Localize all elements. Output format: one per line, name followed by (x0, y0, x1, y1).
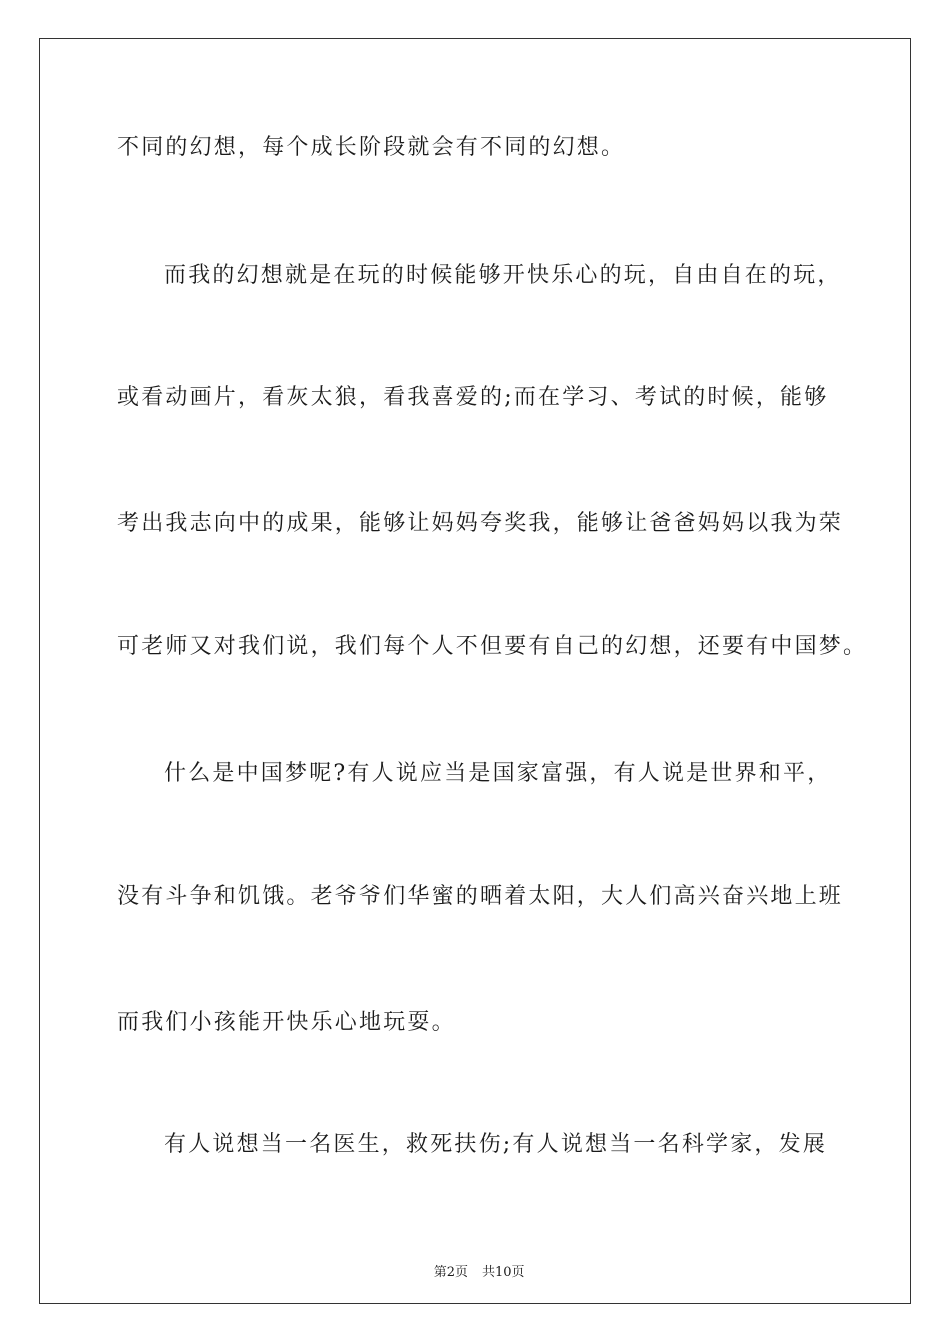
text-line-1: 不同的幻想，每个成长阶段就会有不同的幻想。 (117, 135, 626, 160)
text-line-9: 有人说想当一名医生，救死扶伤;有人说想当一名科学家，发展 (164, 1132, 828, 1157)
page-frame (39, 38, 911, 1304)
text-line-7: 没有斗争和饥饿。老爷爷们华蜜的晒着太阳，大人们高兴奋兴地上班 (117, 884, 844, 909)
text-line-2: 而我的幻想就是在玩的时候能够开快乐心的玩，自由自在的玩， (164, 263, 842, 288)
page-number: 第2页 (433, 1265, 468, 1280)
text-line-6: 什么是中国梦呢?有人说应当是国家富强，有人说是世界和平， (164, 761, 832, 786)
text-line-5: 可老师又对我们说，我们每个人不但要有自己的幻想，还要有中国梦。 (117, 634, 868, 659)
text-line-3: 或看动画片，看灰太狼，看我喜爱的;而在学习、考试的时候，能够 (117, 385, 829, 410)
text-line-4: 考出我志向中的成果，能够让妈妈夸奖我，能够让爸爸妈妈以我为荣 (117, 511, 844, 536)
page-footer (0, 1246, 950, 1282)
text-line-8: 而我们小孩能开快乐心地玩耍。 (117, 1010, 456, 1035)
total-pages: 共10页 (482, 1265, 525, 1280)
